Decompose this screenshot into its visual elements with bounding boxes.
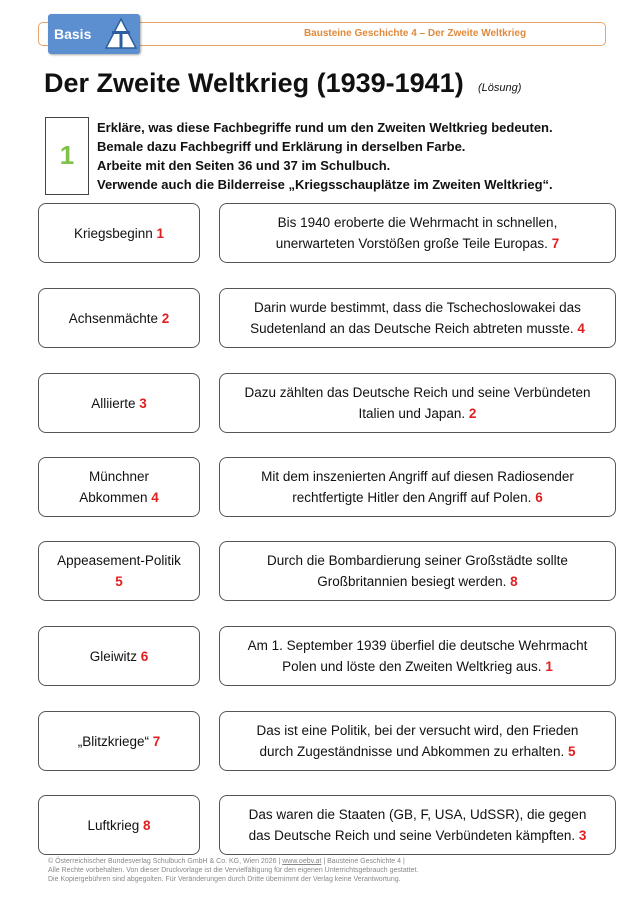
- definition-line: Am 1. September 1939 überfiel die deutsche Wehrmacht: [247, 638, 588, 653]
- definition-line: Sudetenland an das Deutsche Reich abtreten musste.: [250, 321, 574, 336]
- definition-box[interactable]: [219, 711, 616, 771]
- definition-text: [257, 720, 579, 762]
- definition-text: [276, 212, 559, 254]
- instruction-line: Verwende auch die Bilderreise „Kriegsschauplätze im Zweiten Weltkrieg“.: [97, 177, 553, 192]
- term-number: 3: [139, 395, 147, 411]
- definition-line: Bis 1940 eroberte die Wehrmacht in schnellen,: [277, 215, 558, 230]
- definition-line: unerwarteten Vorstößen große Teile Europas.: [275, 236, 548, 251]
- instruction-line: Erkläre, was diese Fachbegriffe rund um den Zweiten Weltkrieg bedeuten.: [97, 120, 553, 135]
- term-label: Gleiwitz: [89, 648, 137, 664]
- term-text: [74, 223, 164, 244]
- definition-box[interactable]: [219, 795, 616, 855]
- term-box[interactable]: [38, 541, 200, 601]
- matching-row: [38, 203, 616, 265]
- definition-number: 8: [510, 574, 518, 589]
- term-number: 7: [152, 733, 161, 749]
- term-number: 1: [156, 225, 165, 241]
- definition-line: Italien und Japan.: [358, 406, 466, 421]
- matching-row: [38, 457, 616, 519]
- definition-text: [245, 382, 591, 424]
- term-label: Achsenmächte: [68, 310, 159, 326]
- definition-line: Großbritannien besiegt werden.: [317, 574, 507, 589]
- term-box[interactable]: [38, 795, 200, 855]
- definition-text: [250, 297, 585, 339]
- footer-line-1: [48, 857, 608, 866]
- term-box[interactable]: [38, 457, 200, 517]
- term-label: Münchner: [88, 469, 150, 484]
- footer-line-2: Alle Rechte vorbehalten. Von dieser Druckvorlage ist die Vervielfältigung für den eigenen Unterrichtsgebrauch gestattet.: [48, 867, 419, 874]
- instruction-line: Bemale dazu Fachbegriff und Erklärung in derselben Farbe.: [97, 139, 466, 154]
- term-text: [57, 550, 181, 592]
- definition-box[interactable]: [219, 457, 616, 517]
- definition-line: das Deutsche Reich und seine Verbündeten kämpften.: [248, 828, 576, 843]
- term-label: Abkommen: [79, 490, 148, 505]
- definition-line: Dazu zählten das Deutsche Reich und seine Verbündeten: [244, 385, 591, 400]
- term-label: „Blitzkriege“: [77, 733, 149, 749]
- definition-line: Mit dem inszenierten Angriff auf diesen Radiosender: [261, 469, 574, 484]
- definition-line: rechtfertigte Hitler den Angriff auf Polen.: [292, 490, 532, 505]
- definition-line: Das waren die Staaten (GB, F, USA, UdSSR), die gegen: [248, 807, 587, 822]
- term-box[interactable]: [38, 288, 200, 348]
- term-number: 6: [140, 648, 149, 664]
- definition-box[interactable]: [219, 541, 616, 601]
- page-footer: [48, 857, 608, 884]
- footer-series: | Bausteine Geschichte 4 |: [321, 858, 405, 865]
- definition-box[interactable]: [219, 203, 616, 263]
- definition-line: Durch die Bombardierung seiner Großstädte sollte: [267, 553, 568, 568]
- definition-text: [248, 635, 588, 677]
- footer-line-3: Die Kopiergebühren sind abgegolten. Für Veränderungen durch Dritte übernimmt der Verlag keine Verantwortung.: [48, 876, 401, 883]
- term-text: [78, 731, 161, 752]
- term-box[interactable]: [38, 373, 200, 433]
- term-text: [69, 308, 170, 329]
- page-subtitle: (Lösung): [478, 82, 522, 94]
- term-text: [90, 646, 149, 667]
- page-title: Der Zweite Weltkrieg (1939-1941): [44, 68, 464, 98]
- definition-box[interactable]: [219, 626, 616, 686]
- matching-row: [38, 711, 616, 773]
- definition-text: [249, 804, 587, 846]
- definition-line: Darin wurde bestimmt, dass die Tschechoslowakei das: [254, 300, 581, 315]
- matching-row: [38, 373, 616, 435]
- definition-text: [267, 550, 568, 592]
- definition-number: 7: [551, 236, 560, 251]
- definition-box[interactable]: [219, 288, 616, 348]
- definition-number: 4: [577, 321, 585, 336]
- definition-line: durch Zugeständnisse und Abkommen zu erhalten.: [259, 744, 565, 759]
- definition-box[interactable]: [219, 373, 616, 433]
- term-box[interactable]: [38, 203, 200, 263]
- term-text: [87, 815, 150, 836]
- footer-link[interactable]: www.oebv.at: [282, 858, 322, 865]
- term-label: Alliierte: [91, 395, 136, 411]
- definition-line: Polen und löste den Zweiten Weltkrieg aus.: [282, 659, 542, 674]
- triangle-logo-icon: [104, 17, 138, 51]
- matching-row: [38, 795, 616, 857]
- term-label: Luftkrieg: [87, 817, 140, 833]
- matching-row: [38, 626, 616, 688]
- term-number: 5: [115, 574, 123, 589]
- term-number: 8: [143, 817, 151, 833]
- definition-text: [261, 466, 574, 508]
- term-box[interactable]: [38, 711, 200, 771]
- logo-text: Basis: [54, 26, 92, 42]
- header-banner-text: Bausteine Geschichte 4 – Der Zweite Weltkrieg: [303, 28, 527, 39]
- definition-number: 6: [535, 490, 543, 505]
- footer-copyright: © Österreichischer Bundesverlag Schulbuch GmbH & Co. KG, Wien 2026 |: [48, 858, 283, 865]
- term-text: [79, 466, 159, 508]
- definition-number: 2: [468, 406, 477, 421]
- term-label: Kriegsbeginn: [73, 225, 153, 241]
- term-number: 4: [151, 490, 159, 505]
- term-number: 2: [161, 310, 170, 326]
- task-number: 1: [59, 140, 75, 170]
- task-number-box: [45, 117, 89, 195]
- matching-row: [38, 288, 616, 350]
- instruction-line: Arbeite mit den Seiten 36 und 37 im Schulbuch.: [97, 158, 391, 173]
- term-label: Appeasement-Politik: [57, 553, 181, 568]
- matching-row: [38, 541, 616, 603]
- term-text: [91, 393, 147, 414]
- definition-line: Das ist eine Politik, bei der versucht wird, den Frieden: [256, 723, 579, 738]
- definition-number: 5: [567, 744, 576, 759]
- basis-logo: [48, 14, 140, 54]
- definition-number: 1: [545, 659, 553, 674]
- term-box[interactable]: [38, 626, 200, 686]
- definition-number: 3: [578, 828, 587, 843]
- task-instructions: [97, 118, 617, 194]
